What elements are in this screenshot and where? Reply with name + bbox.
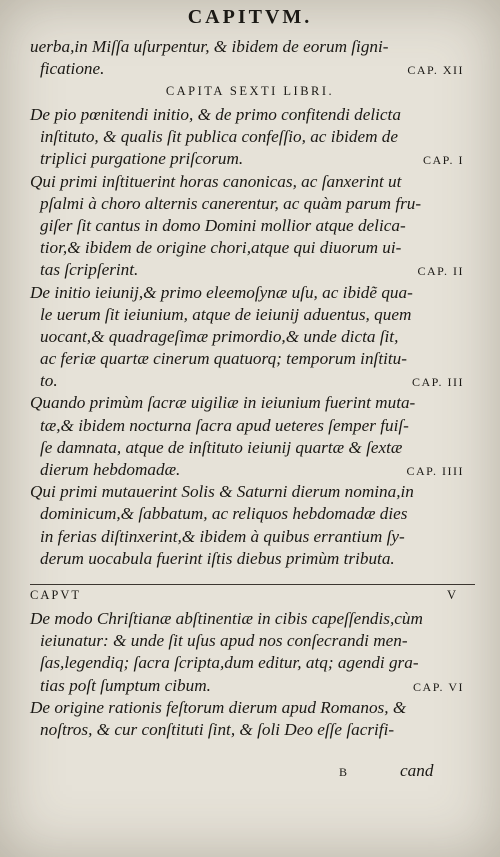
text-line: in ferias diſtinxerint,& ibidem à quibus errantium ſy- xyxy=(40,526,405,546)
line-text: tias poſt ſumptum cibum. xyxy=(40,675,211,695)
text-line: uerba,in Miſſa uſurpentur, & ibidem de eorum ſigni- xyxy=(30,37,389,56)
page-footer xyxy=(0,761,500,795)
signature-mark: B xyxy=(339,765,348,779)
chapter-entry xyxy=(30,104,470,171)
text-line: uocant,& quadrageſimæ primordio,& unde dicta ſit, xyxy=(40,326,399,346)
line-text: dierum hebdomadæ. xyxy=(40,460,181,479)
text-line: pſalmi à choro alternis canerentur, ac quàm parum fru- xyxy=(40,193,422,213)
chapter-number: CAP. XII xyxy=(407,63,464,78)
text-line: ſe damnata, atque de inſtituto ieiunij quartæ & ſextæ xyxy=(40,437,403,457)
intro-block xyxy=(30,36,470,80)
text-line: le uerum ſit ieiunium, atque de ieiunij aduentus, quem xyxy=(40,304,412,324)
line-text: tas ſcripſerint. xyxy=(40,260,139,280)
text-line: De modo Chriſtianæ abſtinentiæ in cibis capeſſendis,cùm xyxy=(30,609,423,628)
line-text: triplici purgatione priſcorum. xyxy=(40,149,244,169)
text-line: dominicum,& ſabbatum, ac reliquos hebdomadæ dies xyxy=(40,504,408,524)
text-line: inſtituto, & qualis ſit publica confeſſio, ac ibidem de xyxy=(40,127,399,147)
chapter-number: CAP. III xyxy=(411,375,464,390)
text-line: derum uocabula fuerint iſtis diebus primùm tributa. xyxy=(40,548,395,568)
text-line xyxy=(30,259,470,281)
text-line: tæ,& ibidem nocturna ſacra apud ueteres ſemper fuiſ- xyxy=(40,415,409,435)
text-line xyxy=(30,58,470,80)
chapter-number: CAP. IIII xyxy=(406,464,464,478)
text-line: De pio pœnitendi initio, & de primo confitendi delicta xyxy=(30,105,401,124)
chapter-list-continued xyxy=(30,608,470,741)
chapter-entry xyxy=(30,282,470,393)
text-line: Quando primùm ſacræ uigiliæ in ieiunium fuerint muta- xyxy=(30,393,416,413)
text-line xyxy=(30,459,470,481)
text-line xyxy=(30,675,470,697)
section-title: CAPITA SEXTI LIBRI. xyxy=(165,84,335,98)
text-line: noſtros, & cur conſtituti ſint, & ſoli Deo eſſe ſacrifi- xyxy=(40,719,395,739)
text-line: ſas,legendiq; ſacra ſcripta,dum editur, atq; agendi gra- xyxy=(40,653,419,673)
chapter-entry xyxy=(30,608,470,697)
caput-line xyxy=(30,588,470,603)
divider-rule xyxy=(30,584,475,585)
text-line xyxy=(30,370,470,392)
chapter-list xyxy=(30,104,470,570)
running-head: CAPITVM. xyxy=(187,6,313,28)
text-line: giſer ſit cantus in domo Domini mollior atque delica- xyxy=(40,215,406,235)
text-line xyxy=(30,148,470,170)
text-line: Qui primi mutauerint Solis & Saturni dierum nomina,in xyxy=(30,482,414,502)
text-line: tior,& ibidem de origine chori,atque qui diuorum ui- xyxy=(40,238,402,258)
text-line: De initio ieiunij,& primo eleemoſynæ uſu, ac ibidẽ qua- xyxy=(30,282,413,302)
chapter-entry xyxy=(30,171,470,282)
line-text: ficatione. xyxy=(40,59,105,79)
caput-label: CAPVT xyxy=(30,588,81,602)
line-text: to. xyxy=(40,371,58,391)
chapter-entry xyxy=(30,481,470,570)
text-line: ac feriæ quartæ cinerum quatuorq; temporum inſtitu- xyxy=(40,349,407,369)
chapter-entry xyxy=(30,697,470,741)
chapter-number: CAP. I xyxy=(422,153,464,168)
text-line: Qui primi inſtituerint horas canonicas, ac ſanxerint ut xyxy=(30,171,402,191)
chapter-number: CAP. II xyxy=(417,264,464,279)
catchword: cand xyxy=(400,761,434,780)
chapter-number: CAP. VI xyxy=(413,679,464,694)
text-line: ieiunatur: & unde ſit uſus apud nos conſecrandi men- xyxy=(40,631,408,651)
chapter-entry xyxy=(30,392,470,481)
text-line: De origine rationis feſtorum dierum apud Romanos, & xyxy=(30,697,407,717)
caput-number: V xyxy=(446,588,458,602)
